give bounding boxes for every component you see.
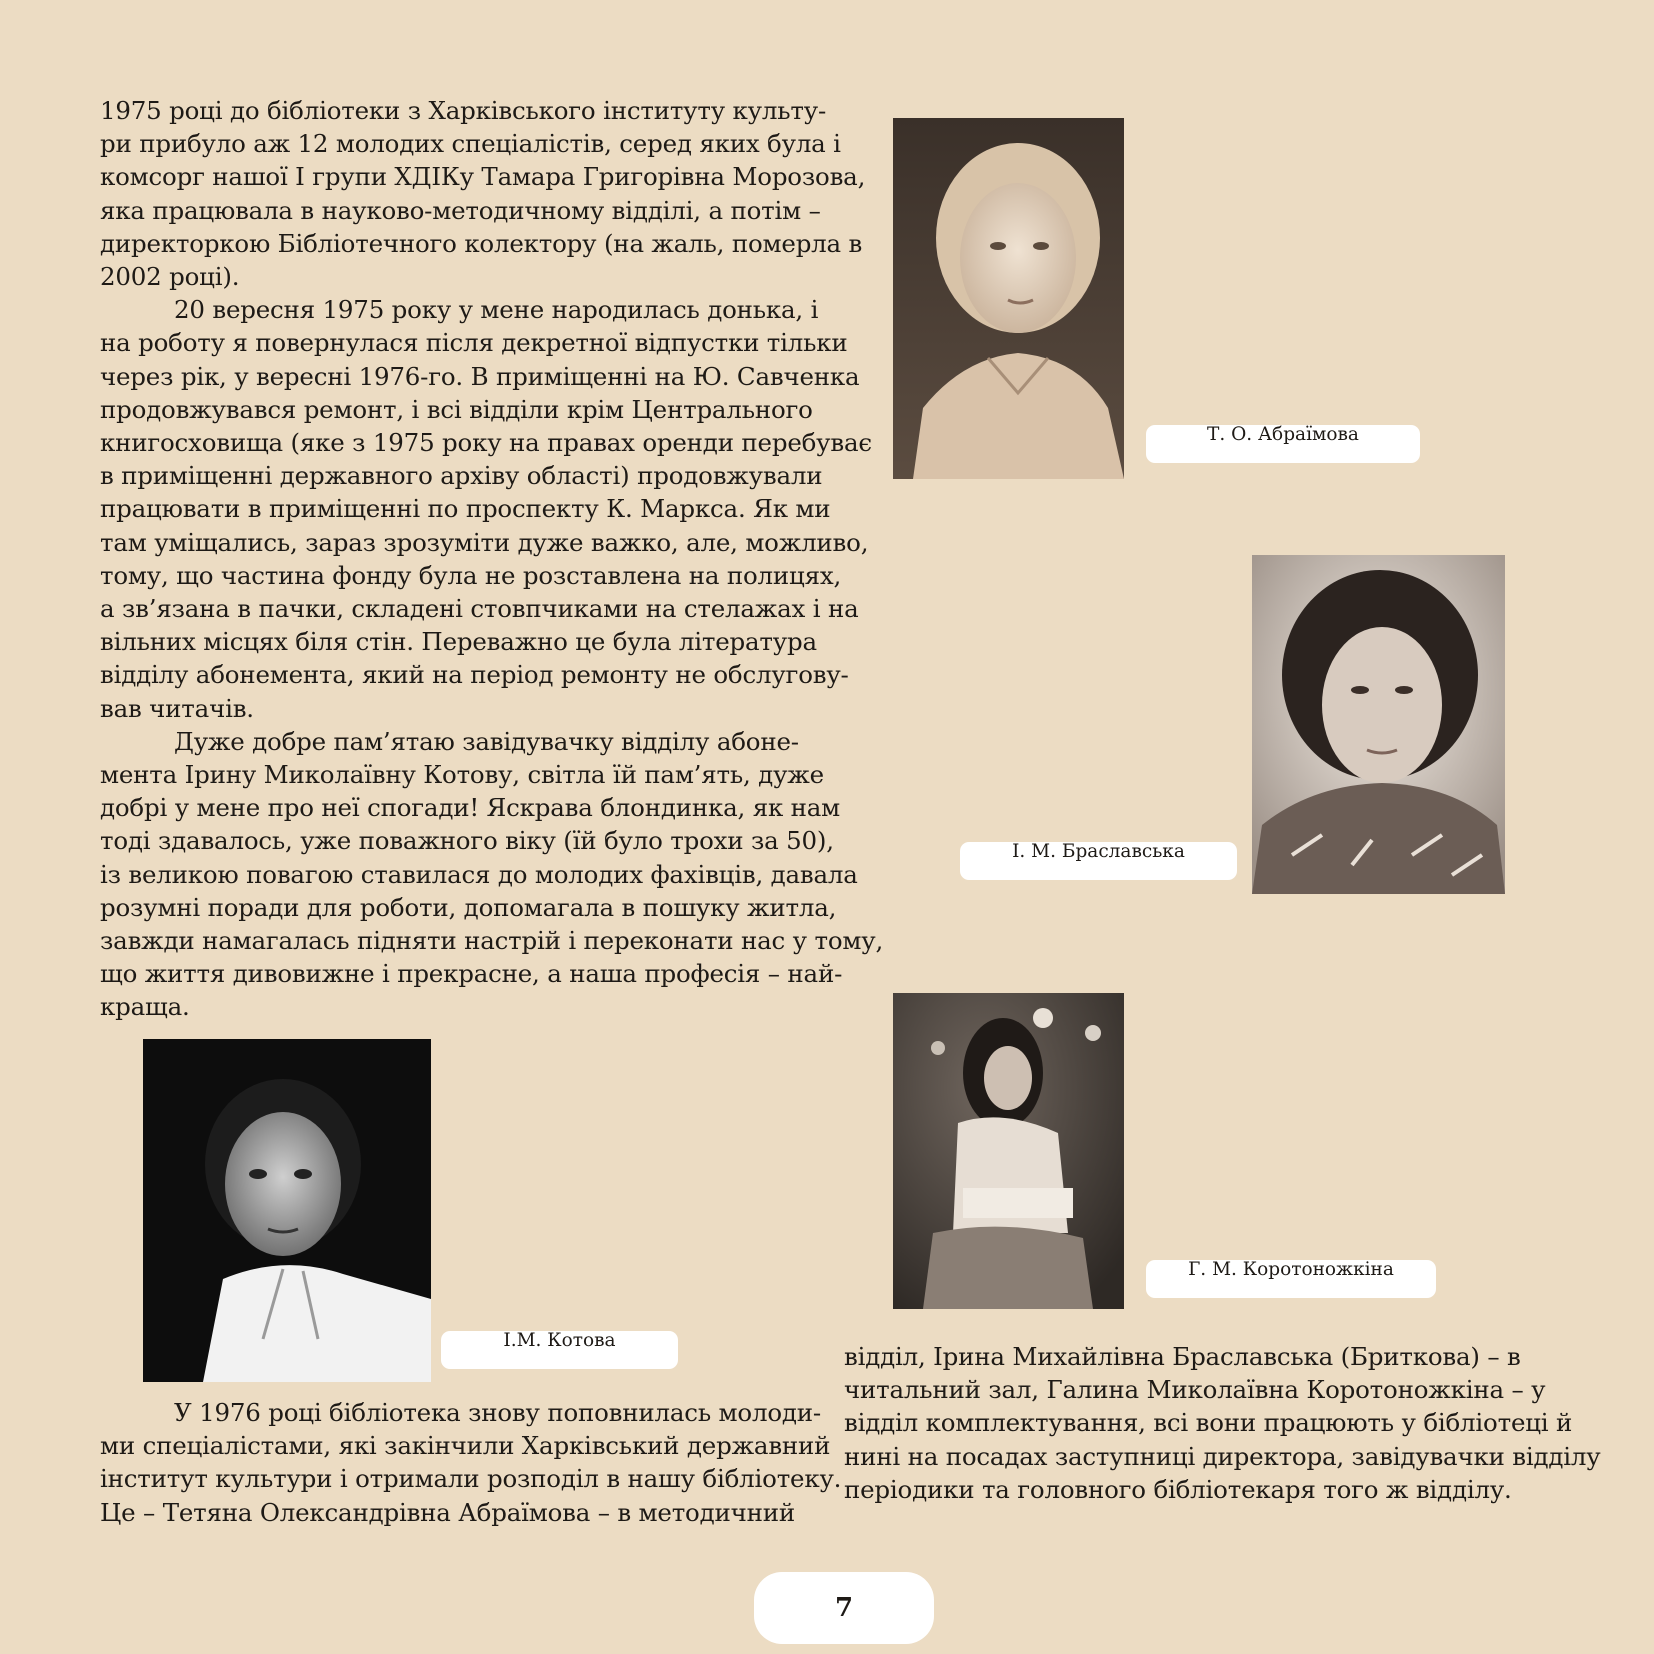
page-number-box: [754, 1572, 934, 1644]
text-line: 2002 році).: [100, 262, 240, 292]
portrait-photo-abraimova: [893, 118, 1124, 479]
caption-korotonozhkina: Г. М. Коротоножкіна: [1146, 1260, 1436, 1298]
text-line: тоді здавалось, уже поважного віку (їй було трохи за 50),: [100, 826, 834, 856]
text-line: що життя дивовижне і прекрасне, а наша професія – най-: [100, 959, 843, 989]
text-line: ми спеціалістами, які закінчили Харківський державний: [100, 1431, 831, 1461]
text-line: через рік, у вересні 1976-го. В приміщенні на Ю. Савченка: [100, 361, 860, 391]
page-number: 7: [834, 1593, 854, 1623]
text-line: а зв’язана в пачки, складені стовпчиками на стелажах і на: [100, 594, 859, 624]
text-line: періодики та головного бібліотекаря того ж відділу.: [844, 1474, 1512, 1504]
text-line: 1975 році до бібліотеки з Харківського інституту культу-: [100, 96, 827, 125]
text-line: мента Ірину Миколаївну Котову, світла їй пам’ять, дуже: [100, 760, 824, 790]
text-line: комсорг нашої І групи ХДІКу Тамара Григорівна Морозова,: [100, 162, 866, 192]
text-line: яка працювала в науково-методичному відділі, а потім –: [100, 195, 821, 225]
body-text-right-bottom: [844, 1340, 1601, 1506]
text-line: ри прибуло аж 12 молодих спеціалістів, серед яких була і: [100, 129, 841, 159]
text-line: там уміщались, зараз зрозуміти дуже важко, але, можливо,: [100, 527, 869, 557]
text-line: тому, що частина фонду була не розставлена на полицях,: [100, 560, 842, 590]
text-line: працювати в приміщенні по проспекту К. Маркса. Як ми: [100, 494, 831, 524]
text-line: із великою повагою ставилася до молодих фахівців, давала: [100, 859, 858, 889]
text-line: Це – Тетяна Олександрівна Абраїмова – в методичний: [100, 1497, 796, 1527]
text-line: книгосховища (яке з 1975 року на правах оренди перебуває: [100, 428, 872, 458]
portrait-photo-braslavska: [1252, 555, 1505, 894]
text-line: в приміщенні державного архіву області) продовжували: [100, 461, 823, 491]
text-line: розумні поради для роботи, допомагала в пошуку житла,: [100, 892, 837, 922]
text-line: відділ, Ірина Михайлівна Браславська (Бриткова) – в: [844, 1342, 1521, 1371]
text-line: 20 вересня 1975 року у мене народилась донька, і: [174, 295, 819, 325]
text-line: завжди намагалась підняти настрій і переконати нас у тому,: [100, 926, 884, 956]
text-line: краща.: [100, 992, 190, 1022]
portrait-photo-korotonozhkina: [893, 993, 1124, 1309]
text-line: Дуже добре пам’ятаю завідувачку відділу абоне-: [174, 726, 799, 756]
caption-kotova: І.М. Котова: [441, 1331, 678, 1369]
text-line: вільних місцях біля стін. Переважно це була література: [100, 627, 817, 657]
text-line: У 1976 році бібліотека знову поповнилась молоди-: [174, 1398, 821, 1427]
text-line: відділ комплектування, всі вони працюють у бібліотеці й: [844, 1408, 1573, 1438]
text-line: на роботу я повернулася після декретної відпустки тільки: [100, 328, 848, 358]
caption-abraimova: Т. О. Абраїмова: [1146, 425, 1420, 463]
body-text-left-top: [100, 94, 884, 1024]
text-line: вав читачів.: [100, 693, 254, 723]
text-line: відділу абонемента, який на період ремонту не обслугову-: [100, 660, 849, 690]
caption-braslavska: І. М. Браславська: [960, 842, 1237, 880]
text-line: інститут культури і отримали розподіл в нашу бібліотеку.: [100, 1464, 842, 1494]
text-line: продовжувався ремонт, і всі відділи крім Центрального: [100, 394, 813, 424]
text-line: нині на посадах заступниці директора, завідувачки відділу: [844, 1441, 1601, 1471]
text-line: директоркою Бібліотечного колектору (на жаль, померла в: [100, 228, 863, 258]
body-text-left-bottom: [100, 1396, 842, 1529]
text-line: читальний зал, Галина Миколаївна Коротоножкіна – у: [844, 1375, 1546, 1405]
text-line: добрі у мене про неї спогади! Яскрава блондинка, як нам: [100, 793, 841, 823]
portrait-photo-kotova: [143, 1039, 431, 1382]
